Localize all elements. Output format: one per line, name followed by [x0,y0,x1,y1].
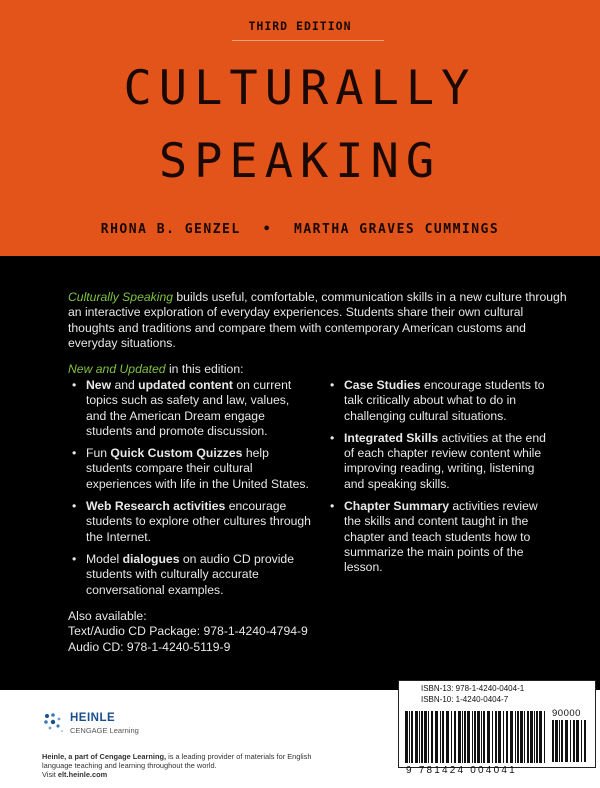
barcode-bar [581,720,582,762]
authors [0,222,600,237]
barcode-bar [555,720,558,762]
barcode-bar [506,711,508,763]
barcode-bar [411,711,413,763]
barcode-addon-bars [552,720,590,764]
barcode-bar [464,711,466,763]
barcode-bar [534,711,535,763]
barcode-bar [454,711,456,763]
intro-paragraph [68,290,568,351]
barcode-bar [481,711,482,763]
barcode-bar [446,711,449,763]
barcode-bar [561,720,563,762]
barcode-bar [462,711,463,763]
barcode-bar [544,711,545,763]
features-heading-highlight: New and Updated [68,362,166,376]
barcode-bar [539,711,542,763]
barcode-bar [435,711,438,763]
barcode-bar [584,720,586,762]
list-item: • Case Studies encourage students to talk critically about what to do in challenging cultural situations. [330,378,552,424]
barcode-bar [409,711,410,763]
publisher-url: elt.heinle.com [57,770,108,780]
barcode-bar [474,711,476,763]
price-code: 90000 [552,708,581,719]
list-item: • Chapter Summary activities review the skills and content taught in the chapter and teach students how to summarize the main points of the lesson. [330,499,552,575]
author-1: RHONA B. GENZEL [100,222,241,237]
barcode-bar [530,711,533,763]
barcode-bar [503,711,504,763]
barcode-bar [405,711,408,763]
barcode-bar [498,711,501,763]
barcode-bar [421,711,423,763]
also-available [68,609,308,655]
edition-label: THIRD EDITION [248,19,352,33]
title-line-1: CULTURALLY [123,61,477,116]
isbn-10: ISBN-10: 1-4240-0404-7 [421,695,509,704]
barcode-bar [472,711,473,763]
barcode-bar [477,711,480,763]
barcode-bar [510,711,513,763]
barcode-bar [431,711,433,763]
barcode-bar [495,711,497,763]
publisher-tagline: CENGAGE Learning [70,726,139,735]
isbn-13: ISBN-13: 978-1-4240-0404-1 [421,684,525,693]
barcode-bar [520,711,523,763]
also-line-2: Audio CD: 978-1-4240-5119-9 [68,639,231,654]
features-right-list [330,378,552,583]
list-item: • New and updated content on current topics such as safety and law, values, and the American Dream engage students and promote discussion. [72,378,312,439]
features-left-list [72,378,312,605]
cover-top-band [0,0,600,256]
also-heading: Also available: [68,609,147,623]
publisher-about: Heinle, a part of Cengage Learning, is a leading provider of materials for English language teaching and learning throughout the world. Visit elt.heinle.com [42,752,312,780]
barcode-bar [524,711,525,763]
barcode-bar [552,720,554,762]
barcode-bar [517,711,519,763]
barcode-bar [570,720,571,762]
barcode-bar [483,711,485,763]
barcode-bar [419,711,420,763]
list-item: • Web Research activities encourage students to explore other cultures through the Internet. [72,499,312,545]
author-separator: • [262,222,273,237]
barcode-bar [442,711,444,763]
barcode-bar [573,720,575,762]
barcode-bar [451,711,452,763]
barcode-bar [440,711,441,763]
features-heading-rest: in this edition: [165,362,244,376]
barcode-bar [487,711,490,763]
barcode-bar [565,720,568,762]
intro-text: builds useful, comfortable, communication skills in a new culture through an interactive exploration of everyday experiences. Students share their own cultural thoughts and traditions and compare them with contemporary American customs and everyday situations. [68,290,567,350]
heinle-logo-icon [42,711,66,735]
intro-highlight: Culturally Speaking [68,290,174,304]
barcode-bar [492,711,493,763]
barcode-bar [424,711,427,763]
barcode-number: 9 781424 004041 [406,765,517,776]
list-item: • Fun Quick Custom Quizzes help students compare their cultural experiences with life in the United States. [72,446,312,492]
also-line-1: Text/Audio CD Package: 978-1-4240-4794-9 [68,624,308,639]
barcode-bar [559,720,560,762]
barcode-bar [515,711,516,763]
title-line-2: SPEAKING [158,134,442,189]
barcode-bar [576,720,579,762]
publisher-name: HEINLE [70,712,116,724]
edition-underline [232,40,384,41]
barcode-bar [536,711,538,763]
barcode-bar [527,711,529,763]
barcode-bar [467,711,470,763]
author-2: MARTHA GRAVES CUMMINGS [294,222,500,237]
barcode-bar [428,711,429,763]
barcode-bar [415,711,418,763]
barcode-bars [405,711,547,765]
features-heading [68,362,244,377]
list-item: • Model dialogues on audio CD provide students with culturally accurate conversational examples. [72,552,312,598]
barcode-bar [458,711,461,763]
list-item: • Integrated Skills activities at the end of each chapter review content while improving reading, writing, listening and speaking skills. [330,431,552,492]
